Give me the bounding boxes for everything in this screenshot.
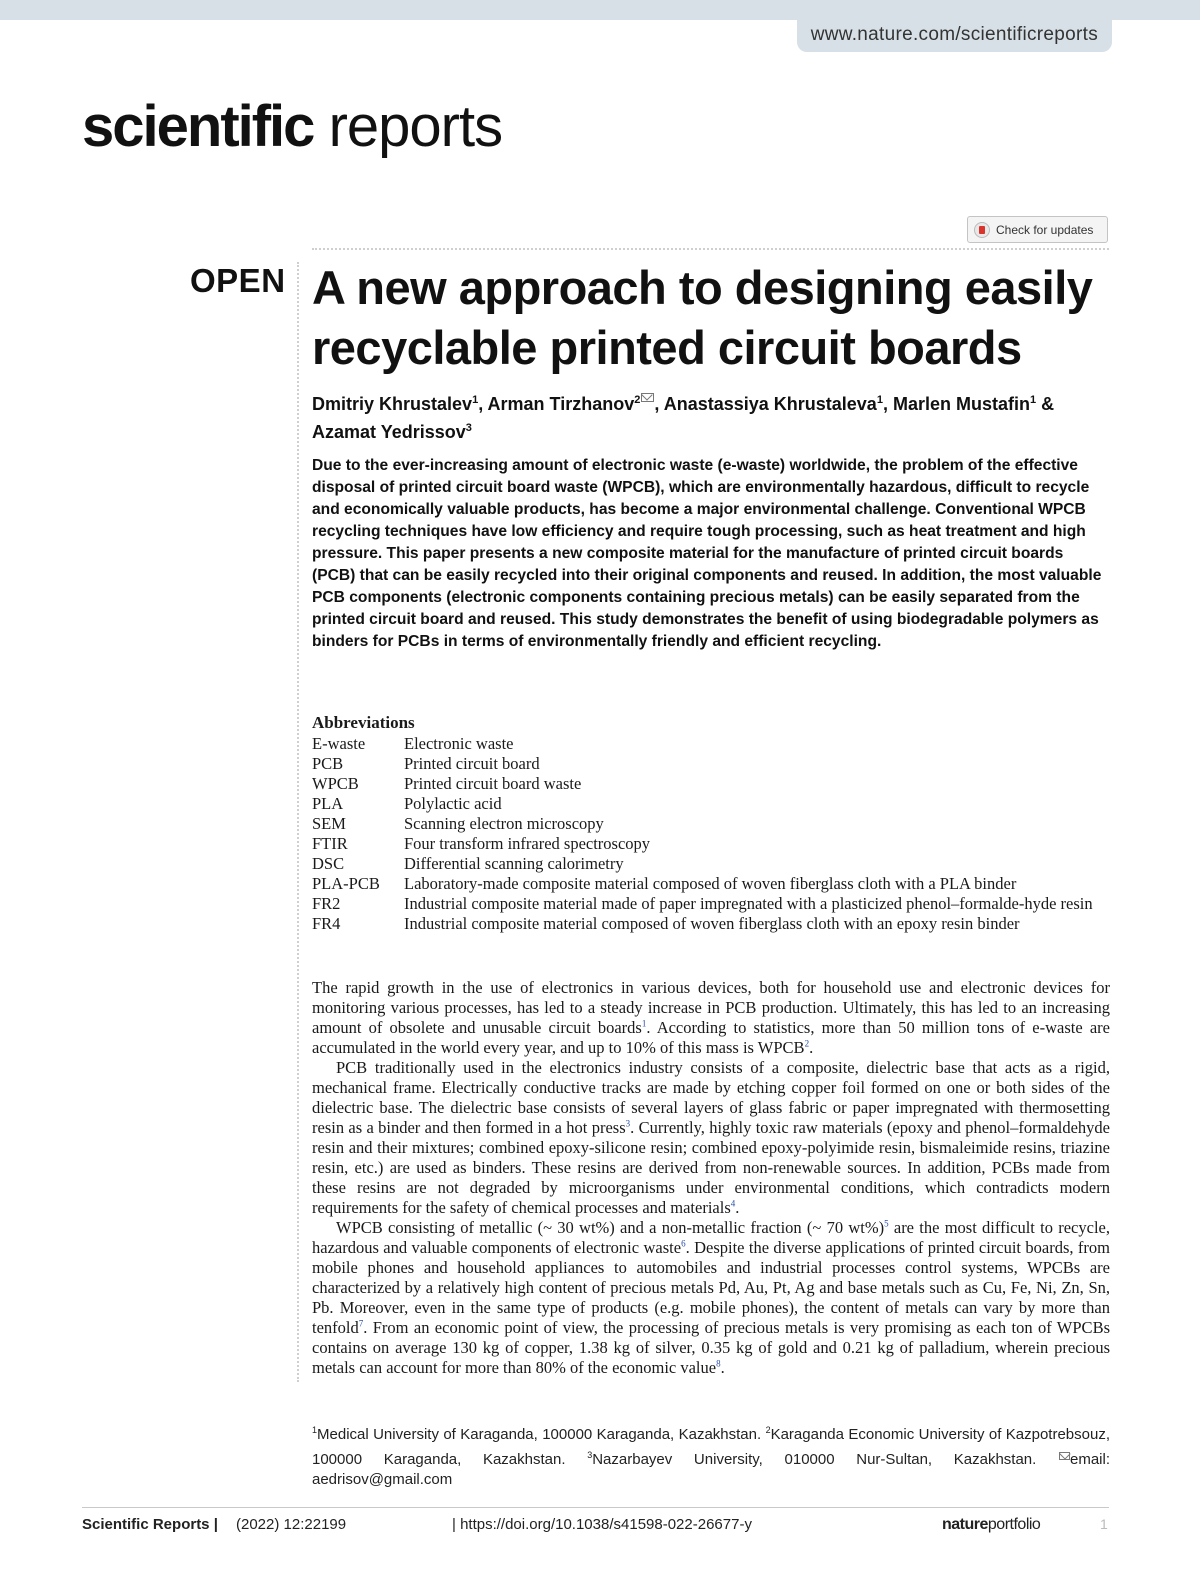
abbreviation-row [312,734,1112,754]
citation-ref[interactable]: 6 [681,1238,686,1249]
bookmark-icon [974,222,990,238]
abstract: Due to the ever-increasing amount of electronic waste (e-waste) worldwide, the problem of the effective disposal of printed circuit board waste (WPCB), which are environmentally hazardous, difficult to recycle and economically valuable products, has become a major environmental challenge. Conventional WPCB recycling techniques have low efficiency and require tough processing, such as heat treatment and high pressure. This paper presents a new composite material for the manufacture of printed circuit boards (PCB) that can be easily recycled into their original components and reused. In addition, the most valuable PCB components (electronic components containing precious metals) can be easily separated from the printed circuit board and reused. This study demonstrates the benefit of using biodegradable polymers as binders for PCBs in terms of environmentally friendly and efficient recycling. [312,457,1102,650]
footer-journal: Scientific Reports | [82,1516,218,1533]
text-run: WPCB consisting of metallic (~ 30 wt%) and a non-metallic fraction (~ 70 wt%) [336,1218,885,1237]
abbreviation-row [312,874,1112,894]
body-text [312,978,1110,1378]
affiliation-number: 1 [312,1425,318,1435]
abbreviation-definition: Four transform infrared spectroscopy [404,834,651,853]
abbreviation-definition: Polylactic acid [404,794,502,813]
abbreviations-heading: Abbreviations [312,713,415,732]
citation-ref[interactable]: 7 [358,1318,364,1329]
abbreviation-term: PLA [312,794,344,813]
abbreviation-term: PLA-PCB [312,874,380,893]
affiliation-ref: 1 [1029,394,1037,406]
abbreviation-row [312,894,1112,914]
affiliation-ref: 3 [465,422,472,434]
citation-ref[interactable]: 4 [730,1198,736,1209]
abbreviation-definition: Industrial composite material made of paper impregnated with a plasticized phenol–formalde-hyde resin [404,894,1093,913]
check-updates-button[interactable] [967,216,1108,243]
affiliation-ref: 2 [634,394,641,406]
author-name[interactable]: Anastassiya Khrustaleva [663,394,877,414]
citation-ref[interactable]: 3 [625,1118,631,1129]
publisher-logo [942,1516,1040,1534]
text-run: . [720,1358,725,1377]
text-run: . Currently, highly toxic raw materials (epoxy and phenol–formaldehyde resin and their mixtures; combined epoxy-silicone resin; combined epoxy-polyimide resin, bismaleimide resins, triazine resin, etc.) are used as binders. These resins are derived from non-renewable sources. In addition, PCBs made from these resins are not degraded by microorganisms under environmental conditions, which contradicts modern requirements for the safety of chemical processes and materials [312,1118,1110,1217]
dotted-divider-left [297,262,299,1382]
envelope-icon[interactable] [641,393,654,402]
open-access-label: OPEN [190,262,286,299]
abbreviation-row [312,814,1112,834]
affiliation-number: 2 [765,1425,771,1435]
text-run: . [735,1198,740,1217]
affiliation-2: Karaganda Economic University of Kazpotrebsouz, 100000 Karaganda, Kazakhstan. [312,1426,1110,1468]
abbreviation-row [312,834,1112,854]
text-run: . From an economic point of view, the processing of precious metals is very promising as each ton of WPCBs contains on average 130 kg of copper, 1.38 kg of silver, 0.35 kg of gold and 0.21 kg of palladium, wherein precious metals can account for more than 80% of the economic value [312,1318,1110,1377]
citation-ref[interactable]: 8 [716,1358,721,1369]
affiliation-3: Nazarbayev University, 010000 Nur-Sultan, Kazakhstan. [592,1451,1058,1468]
abbreviation-term: FTIR [312,834,348,853]
journal-url[interactable]: www.nature.com/scientificreports [797,18,1112,52]
publisher-logo-bold: nature [942,1516,988,1533]
paragraph-2 [312,1058,1110,1218]
abbreviation-row [312,774,1112,794]
corresponding-email[interactable]: email: aedrisov@gmail.com [312,1451,1111,1488]
abbreviation-row [312,914,1112,934]
affiliation-number: 3 [587,1450,593,1460]
abbreviation-term: FR2 [312,894,341,913]
affiliation-ref: 1 [472,394,479,406]
check-updates-label: Check for updates [996,222,1094,237]
top-bar [0,0,1200,20]
footer-divider [82,1507,1109,1508]
author-name[interactable]: Dmitriy Khrustalev [312,394,473,414]
abbreviation-definition: Industrial composite material composed of woven fiberglass cloth with an epoxy resin binder [404,914,1020,933]
abbreviations-table [312,734,1112,934]
author-name[interactable]: Arman Tirzhanov [487,394,635,414]
abbreviation-term: SEM [312,814,346,833]
abbreviation-row [312,754,1112,774]
abbreviation-definition: Laboratory-made composite material composed of woven fiberglass cloth with a PLA binder [404,874,1017,893]
text-run: . According to statistics, more than 50 million tons of e-waste are accumulated in the world every year, and up to 10% of this mass is WPCB [312,1018,1110,1057]
abbreviation-term: WPCB [312,774,359,793]
abbreviation-definition: Electronic waste [404,734,514,753]
abbreviation-definition: Scanning electron microscopy [404,814,604,833]
affiliations [312,1420,1110,1490]
footer-doi-link[interactable]: | https://doi.org/10.1038/s41598-022-26677-y [452,1516,752,1533]
dotted-divider-top [312,248,1109,250]
page-number: 1 [1100,1516,1108,1532]
abbreviation-row [312,854,1112,874]
abbreviation-definition: Printed circuit board waste [404,774,582,793]
footer-volume: (2022) 12:22199 [236,1516,347,1533]
abbreviation-definition: Printed circuit board [404,754,540,773]
text-run: . [809,1038,814,1057]
envelope-icon [1059,1452,1070,1460]
author-name[interactable]: Azamat Yedrissov [312,422,466,442]
publisher-logo-light: portfolio [987,1516,1041,1533]
abbreviation-term: PCB [312,754,344,773]
paragraph-3 [312,1218,1110,1378]
abbreviation-row [312,794,1112,814]
text-run: PCB traditionally used in the electronics industry consists of a composite, dielectric base that acts as a rigid, mechanical frame. Electrically conductive tracks are made by etching copper foil formed on one or both sides of the dielectric base. The dielectric base consists of several layers of glass fabric or paper impregnated with thermosetting resin as a binder and then formed in a hot press [312,1058,1110,1137]
text-run: . Despite the diverse applications of printed circuit boards, from mobile phones and household appliances to automobiles and industrial processes control systems, WPCBs are characterized by a relatively high content of precious metals Pd, Au, Pt, Ag and base metals such as Cu, Fe, Ni, Zn, Sn, Pb. Moreover, even in the same type of products (e.g. mobile phones), the content of metals can vary by more than tenfold [312,1238,1110,1337]
journal-logo [82,94,503,159]
author-name[interactable]: Marlen Mustafin [892,394,1030,414]
abbreviation-term: E-waste [312,734,366,753]
text-run: are the most difficult to recycle, hazardous and valuable components of electronic waste [312,1218,1110,1257]
citation-ref[interactable]: 2 [804,1038,810,1049]
abbreviation-term: DSC [312,854,345,873]
text-run: The rapid growth in the use of electronics in various devices, both for household use and electronic devices for monitoring various processes, has led to a steady increase in PCB production. Ultimately, this has led to an increasing amount of obsolete and unusable circuit boards [312,978,1110,1037]
abbreviation-definition: Differential scanning calorimetry [404,854,624,873]
logo-bold: scientific [82,94,314,159]
citation-ref[interactable]: 1 [641,1018,647,1029]
author-list: Dmitriy Khrustalev$^1$, Arman Tirzhanov$^2$ , Anastassiya Khrustaleva$^1$, Marlen Mustafin$^1$ & Azamat Yedrissov$^3$ [312,394,1055,442]
citation-ref[interactable]: 5 [884,1218,889,1229]
affiliation-1: Medical University of Karaganda, 100000 Karaganda, Kazakhstan. [317,1426,766,1443]
affiliation-ref: 1 [876,394,883,406]
logo-light: reports [328,94,503,159]
article-title: A new approach to designing easily recyclable printed circuit boards [312,261,1093,374]
paragraph-1 [312,978,1110,1058]
abbreviation-term: FR4 [312,914,341,933]
